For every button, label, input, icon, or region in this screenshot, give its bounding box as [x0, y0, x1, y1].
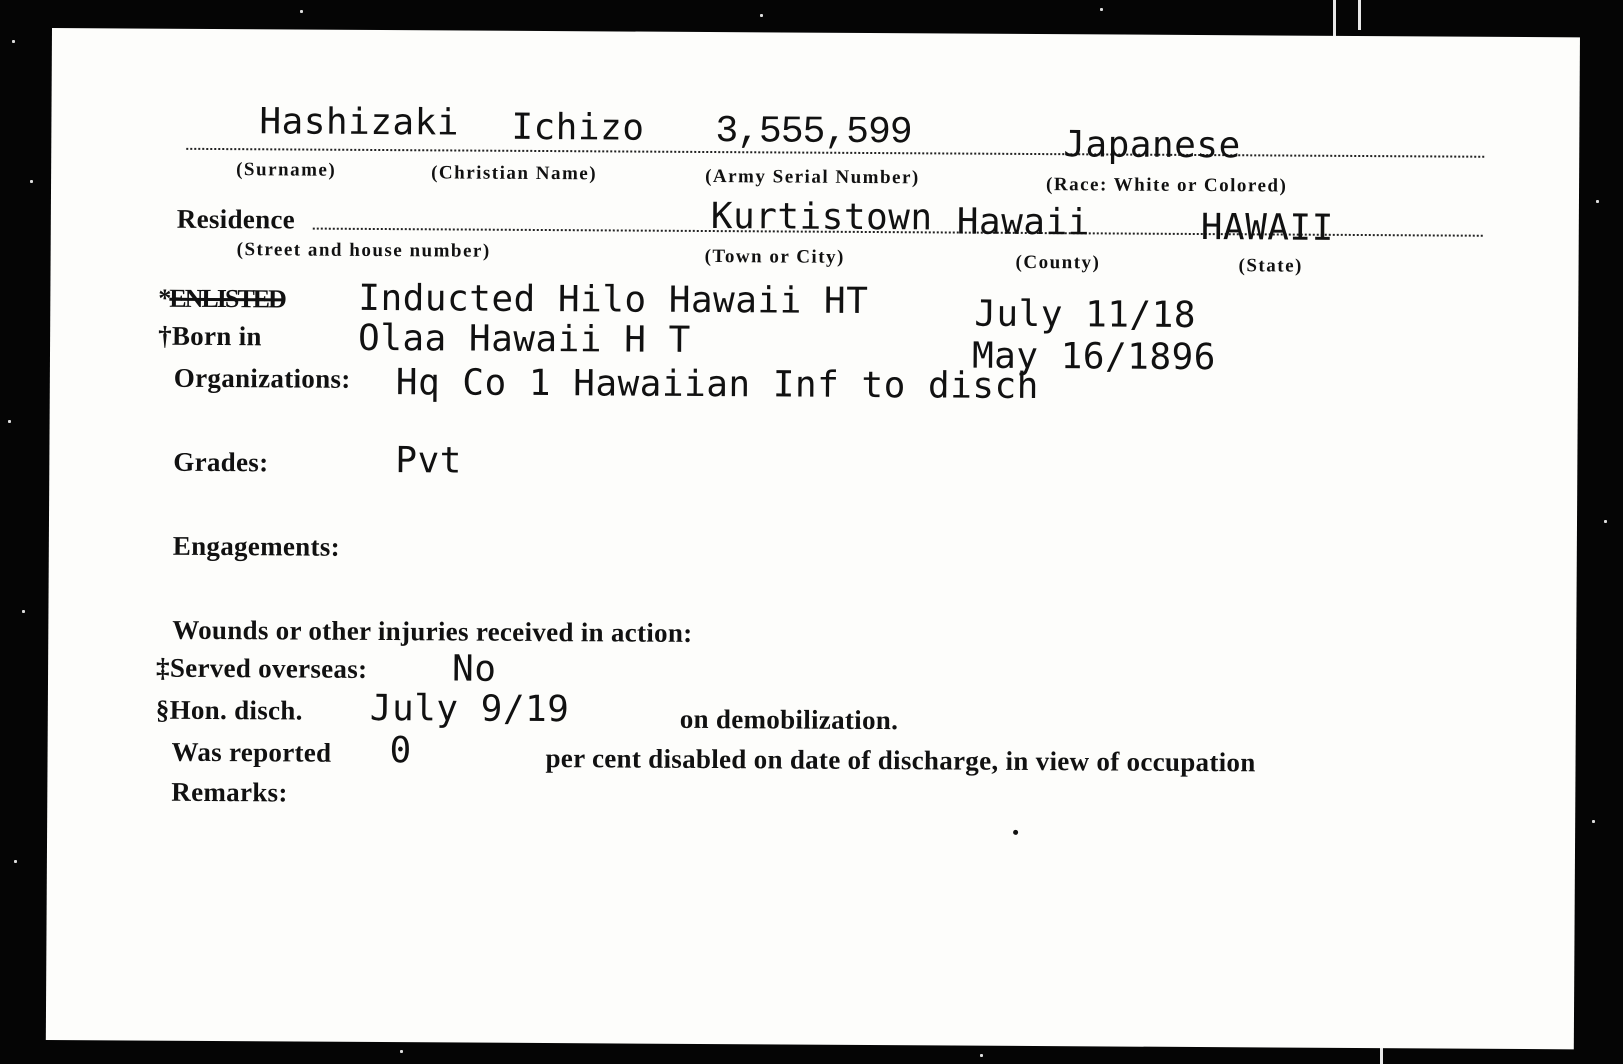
- enlisted-date-value: July 11/18: [974, 293, 1197, 336]
- scan-speck: [400, 1050, 403, 1053]
- christian-name-value: Ichizo: [511, 106, 645, 149]
- grades-value: Pvt: [395, 440, 463, 482]
- residence-county-value: Hawaii: [956, 201, 1091, 244]
- race-value: Japanese: [1063, 124, 1241, 167]
- wounds-label: Wounds or other injuries received in action:: [172, 614, 693, 648]
- scan-speck: [22, 610, 25, 613]
- scan-speck: [760, 14, 763, 17]
- reported-value: 0: [389, 730, 412, 772]
- residence-state-value: HAWAII: [1200, 207, 1334, 249]
- scan-speck: [980, 1054, 983, 1057]
- scan-speck: [30, 180, 33, 183]
- race-caption: (Race: White or Colored): [1045, 174, 1288, 197]
- hon-disch-label: §Hon. disch.: [155, 694, 303, 726]
- demobilization-text: on demobilization.: [679, 703, 899, 736]
- engagements-label: Engagements:: [172, 530, 341, 562]
- served-overseas-label: ‡Served overseas:: [156, 652, 368, 684]
- scan-speck: [1100, 8, 1103, 11]
- grades-label: Grades:: [173, 446, 269, 478]
- scan-speck: [300, 10, 303, 13]
- organizations-value: Hq Co 1 Hawaiian Inf to disch: [395, 362, 1040, 408]
- residence-label: Residence: [176, 203, 296, 235]
- hon-disch-date-value: July 9/19: [369, 687, 570, 731]
- organizations-label: Organizations:: [173, 362, 351, 394]
- state-caption: (State): [1238, 255, 1303, 277]
- christian-name-caption: (Christian Name): [431, 162, 598, 185]
- scan-speck: [1604, 520, 1607, 523]
- residence-town-value: Kurtistown: [710, 196, 933, 239]
- served-overseas-value: No: [451, 648, 497, 690]
- serial-number-caption: (Army Serial Number): [705, 165, 920, 189]
- county-caption: (County): [1015, 251, 1101, 274]
- scan-edge-line: [1333, 0, 1336, 36]
- disabled-text: per cent disabled on date of discharge, in view of occupation: [545, 743, 1256, 778]
- enlisted-asterisk: *: [158, 283, 170, 313]
- enlisted-struck-word: ENLISTED: [169, 283, 285, 314]
- ink-dot: [1013, 830, 1018, 835]
- surname-caption: (Surname): [236, 159, 337, 181]
- serial-number-value: 3,555,599: [715, 110, 912, 155]
- scan-edge-line: [1358, 0, 1361, 30]
- reported-label: Was reported: [171, 736, 332, 768]
- scan-speck: [14, 860, 17, 863]
- service-record-card: [46, 28, 1580, 1049]
- born-label: †Born in: [158, 320, 262, 352]
- scan-speck: [1596, 200, 1599, 203]
- enlisted-place-value: Inducted Hilo Hawaii HT: [358, 277, 869, 322]
- born-place-value: Olaa Hawaii H T: [357, 317, 691, 361]
- enlisted-label: [158, 284, 285, 315]
- scan-speck: [12, 40, 15, 43]
- street-caption: (Street and house number): [236, 239, 491, 262]
- born-date-value: May 16/1896: [971, 335, 1217, 379]
- remarks-label: Remarks:: [171, 776, 288, 808]
- town-caption: (Town or City): [704, 245, 845, 268]
- scan-speck: [8, 420, 11, 423]
- scan-speck: [1592, 820, 1595, 823]
- surname-value: Hashizaki: [259, 101, 460, 144]
